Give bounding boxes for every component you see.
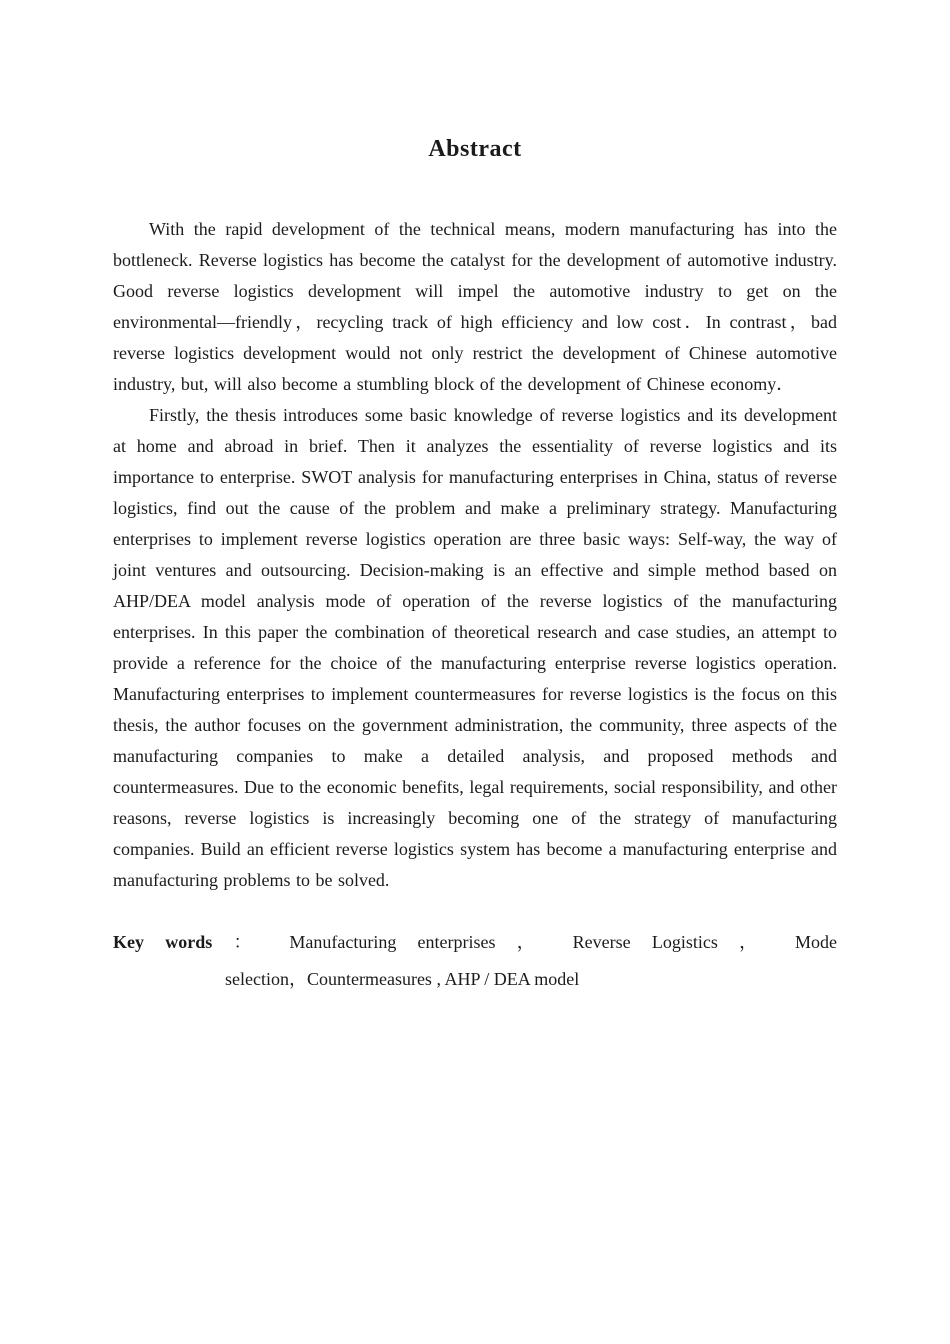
abstract-body xyxy=(113,214,837,896)
keywords-section xyxy=(113,924,837,998)
keywords-label: Key words xyxy=(113,932,213,952)
abstract-paragraph: Firstly, the thesis introduces some basic knowledge of reverse logistics and its development at home and abroad in brief. Then it analyzes the essentiality of reverse logistics and its importance to enterprise. SWOT analysis for manufacturing enterprises in China, status of reverse logistics, find out the cause of the problem and make a preliminary strategy. Manufacturing enterprises to implement reverse logistics operation are three basic ways: Self-way, the way of joint ventures and outsourcing. Decision-making is an effective and simple method based on AHP/DEA model analysis mode of operation of the reverse logistics of the manufacturing enterprises. In this paper the combination of theoretical research and case studies, an attempt to provide a reference for the choice of the manufacturing enterprise reverse logistics operation. Manufacturing enterprises to implement countermeasures for reverse logistics is the focus on this thesis, the author focuses on the government administration, the community, three aspects of the manufacturing companies to make a detailed analysis, and proposed methods and countermeasures. Due to the economic benefits, legal requirements, social responsibility, and other reasons, reverse logistics is increasingly becoming one of the strategy of manufacturing companies. Build an efficient reverse logistics system has become a manufacturing enterprise and manufacturing problems to be solved. xyxy=(113,405,837,890)
abstract-paragraph: With the rapid development of the technical means, modern manufacturing has into the bottleneck. Reverse logistics has become the catalyst for the development of automotive industry. Good reverse logistics development will impel the automotive industry to get on the environmental—friendly，recycling track of high efficiency and low cost．In contrast，bad reverse logistics development would not only restrict the development of Chinese automotive industry, but, will also become a stumbling block of the development of Chinese economy． xyxy=(113,219,837,394)
keywords-line-1 xyxy=(113,924,837,961)
page-title: Abstract xyxy=(428,136,522,162)
keywords-terms: Manufacturing enterprises ， Reverse Logistics ， Mode xyxy=(289,932,837,952)
keywords-line-2: selection，Countermeasures , AHP / DEA model xyxy=(225,969,580,989)
keywords-colon: ： xyxy=(233,932,269,952)
